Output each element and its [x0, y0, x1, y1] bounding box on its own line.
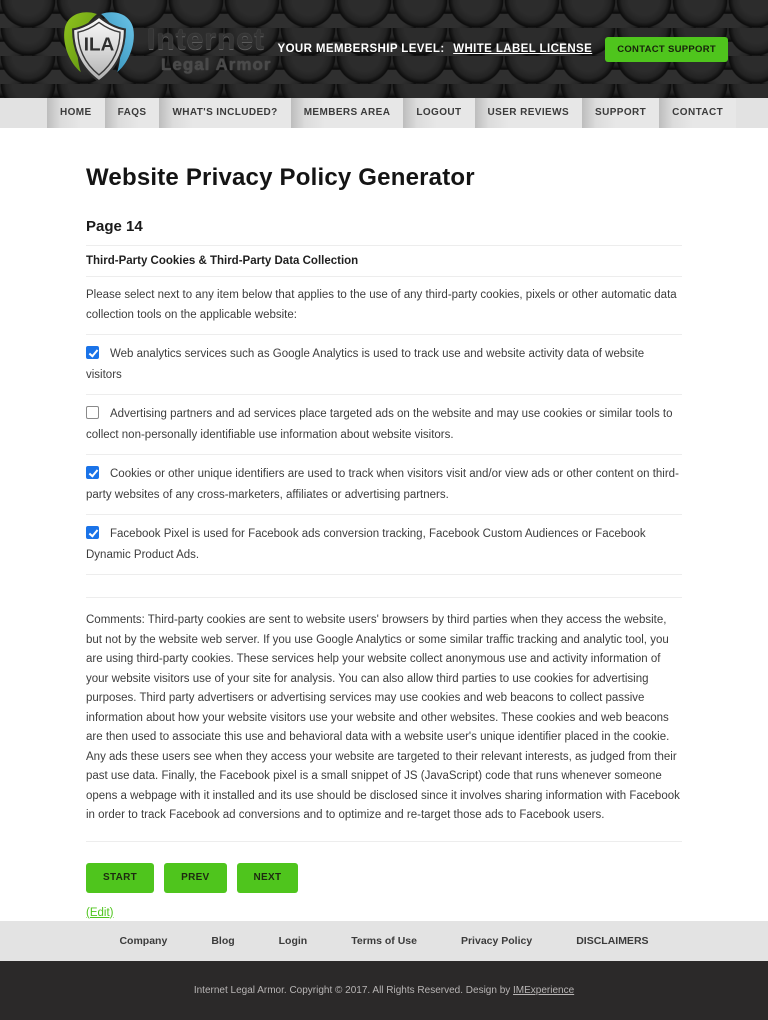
membership-label: YOUR MEMBERSHIP LEVEL:	[277, 43, 445, 55]
copyright-text	[194, 985, 574, 996]
main-content	[0, 128, 768, 921]
header-inner	[0, 0, 768, 98]
page-title: Website Privacy Policy Generator	[86, 164, 475, 191]
checkbox-facebook-pixel[interactable]	[86, 526, 99, 539]
option-row	[86, 395, 682, 455]
logo[interactable]	[55, 7, 272, 91]
copyright-prefix: Internet Legal Armor. Copyright © 2017. All Rights Reserved. Design by	[193, 984, 514, 996]
membership-level	[278, 43, 593, 55]
prev-button[interactable]: PREV	[164, 863, 226, 893]
checkbox-unique-identifiers[interactable]	[86, 466, 99, 479]
checkbox-web-analytics[interactable]	[86, 346, 99, 359]
option-label: Advertising partners and ad services place targeted ads on the website and may use cookies or similar tools to collect non-personally identifiable use information about website visitors.	[86, 408, 673, 441]
logo-subtitle: Legal Armor	[161, 55, 272, 74]
comments-text: Comments: Third-party cookies are sent to website users' browsers by third parties when they access the website, but not by the website web server. If you use Google Analytics or some similar traffic tracking and analytic tool, you are using third-party cookies. These services help your website collect anonymous use and activity information of your website visitors use of your site for analysis. You can also allow third parties to use cookies for advertising purposes. Third party advertisers or advertising services may use cookies and web beacons to collect passive information about how your website visitors use your website and other websites. These cookies and web beacons are then used to associate this use and behavioral data with a website user's unique identifier placed in the cookie. Any ads these users see when they access your website are targeted to their relevant interests, as judged from their past use data. Finally, the Facebook pixel is a small snippet of JS (JavaScript) code that runs whenever someone opens a webpage with it installed and its use should be disclosed since it involves sharing information with Facebook in order to track Facebook ad conversions and to optimize and re-target those ads to Facebook users.	[86, 614, 680, 821]
shield-logo-icon	[55, 7, 143, 91]
section-heading-row	[86, 246, 682, 277]
nav-item-members-area[interactable]: MEMBERS AREA	[291, 98, 404, 128]
nav-item-faqs[interactable]: FAQS	[105, 98, 160, 128]
nav-item-whats-included[interactable]: WHAT'S INCLUDED?	[159, 98, 290, 128]
footer-link-blog[interactable]: Blog	[211, 934, 235, 947]
option-row	[86, 455, 682, 515]
option-label: Facebook Pixel is used for Facebook ads conversion tracking, Facebook Custom Audiences or Facebook Dynamic Product Ads.	[86, 528, 646, 561]
main-nav	[0, 98, 768, 128]
footer-link-login[interactable]: Login	[278, 934, 308, 947]
intro-text: Please select next to any item below that applies to the use of any third-party cookies, pixels or other automatic data collection tools on the applicable website:	[86, 289, 677, 321]
nav-item-support[interactable]: SUPPORT	[582, 98, 659, 128]
footer-links-bar	[0, 921, 768, 961]
footer-copyright-bar	[0, 961, 768, 1020]
spacer-row	[86, 575, 682, 598]
edit-link[interactable]: (Edit)	[86, 906, 114, 919]
nav-item-contact[interactable]: CONTACT	[659, 98, 736, 128]
section-heading: Third-Party Cookies & Third-Party Data Collection	[86, 255, 359, 267]
svg-text:ILA: ILA	[83, 34, 115, 56]
nav-item-logout[interactable]: LOGOUT	[403, 98, 474, 128]
option-row	[86, 515, 682, 575]
header-right	[278, 37, 728, 62]
intro-row	[86, 277, 682, 335]
next-button[interactable]: NEXT	[237, 863, 299, 893]
page-number: Page 14	[86, 218, 682, 246]
start-button[interactable]: START	[86, 863, 154, 893]
option-label: Web analytics services such as Google Analytics is used to track use and website activity data of website visitors	[86, 348, 645, 381]
nav-item-user-reviews[interactable]: USER REVIEWS	[475, 98, 582, 128]
pagination-buttons	[86, 863, 682, 893]
footer-link-disclaimers[interactable]: DISCLAIMERS	[576, 934, 649, 947]
checkbox-advertising-partners[interactable]	[86, 406, 99, 419]
logo-title: Internet	[147, 23, 266, 56]
comments-row	[86, 598, 682, 842]
footer-link-terms[interactable]: Terms of Use	[351, 934, 417, 947]
logo-text	[147, 25, 272, 75]
nav-item-home[interactable]: HOME	[47, 98, 105, 128]
footer-link-company[interactable]: Company	[119, 934, 168, 947]
membership-level-link[interactable]: WHITE LABEL LICENSE	[453, 43, 593, 55]
footer-link-privacy[interactable]: Privacy Policy	[460, 934, 533, 947]
contact-support-button[interactable]: CONTACT SUPPORT	[605, 37, 728, 62]
option-label: Cookies or other unique identifiers are used to track when visitors visit and/or view ads or other content on third-party websites of any cross-marketers, affiliates or advertising partners.	[86, 468, 679, 501]
option-row	[86, 335, 682, 395]
designer-link[interactable]: IMExperience	[513, 984, 575, 996]
site-header	[0, 0, 768, 98]
